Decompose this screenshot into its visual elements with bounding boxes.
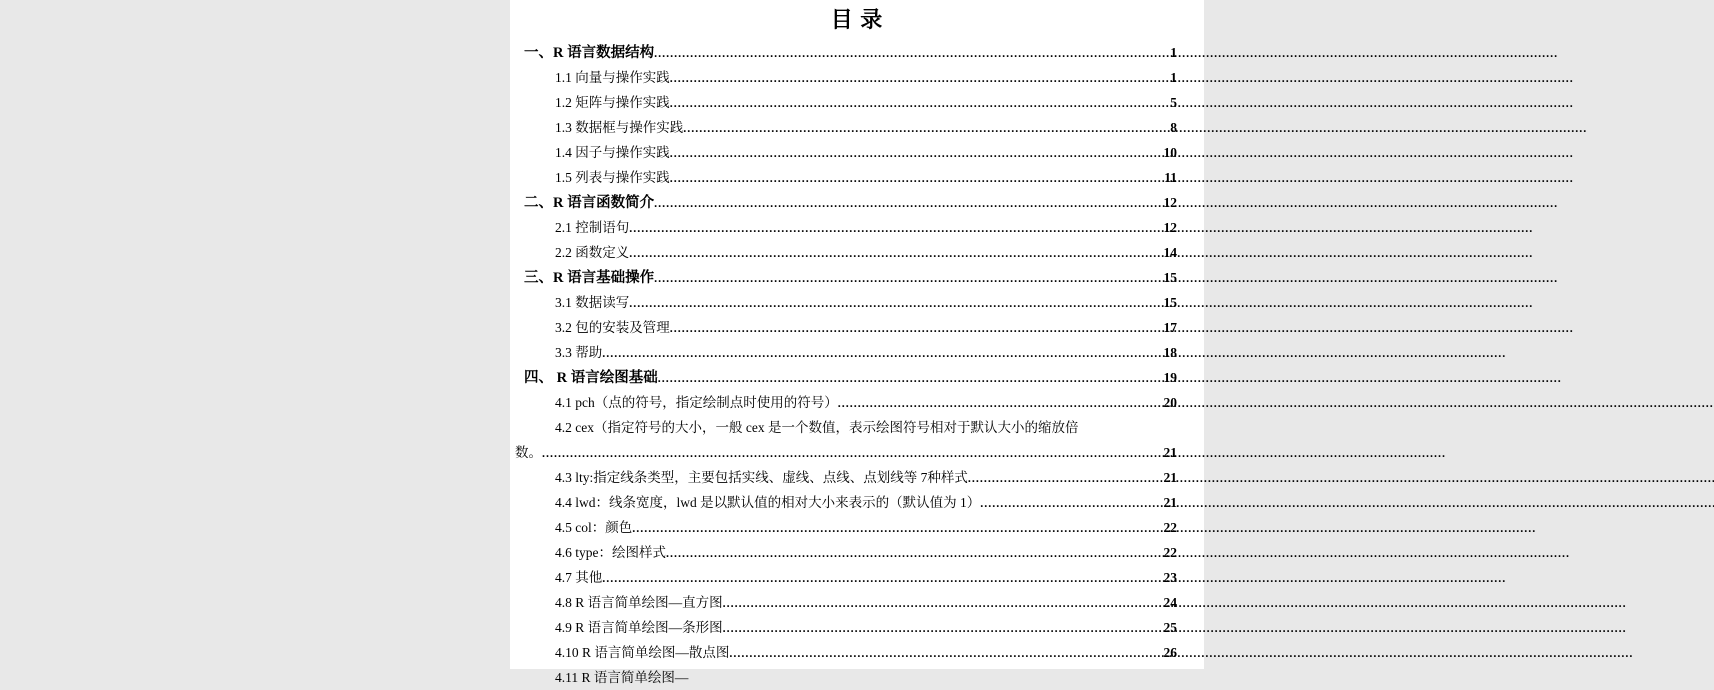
toc-entry-3-3[interactable]: [524, 340, 1177, 365]
page-number: 18: [1163, 345, 1177, 360]
dot-leader: [670, 166, 1161, 191]
toc-entry-text: 1.1 向量与操作实践: [555, 70, 670, 85]
page-number: 12: [1163, 195, 1177, 210]
toc-entry-text: 二、R 语言函数简介: [524, 195, 655, 211]
toc-entry-4-9[interactable]: [524, 615, 1177, 640]
dot-leader: [654, 191, 1160, 216]
toc-entry-text: 四、 R 语言绘图基础: [524, 370, 658, 386]
dot-leader: [632, 516, 1160, 541]
dot-leader: [683, 116, 1167, 141]
toc-entry-text: 4.3 lty:指定线条类型，主要包括实线、虚线、点线、点划线等 7种样式: [555, 470, 968, 485]
dot-leader: [602, 566, 1160, 591]
toc-entry-4-2-line2[interactable]: [515, 440, 1177, 465]
toc-entry-2-1[interactable]: [524, 215, 1177, 240]
toc-entry-1-1[interactable]: [524, 65, 1177, 90]
toc-entry-4-1[interactable]: [524, 390, 1177, 415]
toc-entry-text: 4.5 col：颜色: [555, 520, 633, 535]
page-number: 11: [1164, 170, 1177, 185]
toc-entry-text: 1.5 列表与操作实践: [555, 170, 670, 185]
dot-leader: [666, 541, 1161, 566]
toc-entry-text: 4.8 R 语言简单绘图—直方图: [555, 595, 723, 610]
page-number: 14: [1163, 245, 1177, 260]
toc-entry-4-7[interactable]: [524, 565, 1177, 590]
dot-leader: [838, 391, 1161, 416]
dot-leader: [670, 91, 1168, 116]
dot-leader: [670, 141, 1161, 166]
toc-entry-text: 1.3 数据框与操作实践: [555, 120, 684, 135]
toc-entry-4-10[interactable]: [524, 640, 1177, 665]
toc-entry-text: 一、R 语言数据结构: [524, 45, 655, 61]
toc-entry-4-5[interactable]: [524, 515, 1177, 540]
page-number: 22: [1163, 545, 1177, 560]
page-number: 26: [1163, 645, 1177, 660]
dot-leader: [723, 616, 1161, 641]
page-number: 19: [1163, 370, 1177, 385]
dot-leader: [654, 266, 1160, 291]
toc-entry-2-2[interactable]: [524, 240, 1177, 265]
toc-entry-1-4[interactable]: [524, 140, 1177, 165]
toc-entry-chapter-4[interactable]: [524, 365, 1177, 390]
toc-entry-1-2[interactable]: [524, 90, 1177, 115]
page-number: 12: [1163, 220, 1177, 235]
toc-entry-4-4[interactable]: [524, 490, 1177, 515]
dot-leader: [602, 341, 1160, 366]
dot-leader: [729, 641, 1160, 666]
toc-entry-text: 3.1 数据读写: [555, 295, 630, 310]
toc-entry-text: 3.2 包的安装及管理: [555, 320, 670, 335]
dot-leader: [658, 366, 1161, 391]
toc-entry-text: 4.4 lwd：线条宽度，lwd 是以默认值的相对大小来表示的（默认值为 1）: [555, 495, 981, 510]
dot-leader: [670, 66, 1168, 91]
toc-entry-text: 3.3 帮助: [555, 345, 603, 360]
page-number: 21: [1163, 470, 1177, 485]
page-number: 21: [1163, 495, 1177, 510]
page-number: 25: [1163, 620, 1177, 635]
page-number: 15: [1163, 295, 1177, 310]
dot-leader: [629, 241, 1160, 266]
toc-entry-text: 1.2 矩阵与操作实践: [555, 95, 670, 110]
toc-entry-3-2[interactable]: [524, 315, 1177, 340]
toc-entry-text: 2.1 控制语句: [555, 220, 630, 235]
dot-leader: [968, 466, 1161, 491]
toc-page: [510, 0, 1204, 685]
dot-leader: [654, 41, 1167, 66]
toc-entry-chapter-2[interactable]: [524, 190, 1177, 215]
toc-entry-text: 4.11 R 语言简单绘图—: [555, 670, 689, 685]
page-number: 23: [1163, 570, 1177, 585]
dot-leader: [980, 491, 1160, 516]
toc-entry-1-3[interactable]: [524, 115, 1177, 140]
dot-leader: [629, 291, 1160, 316]
toc-entry-text: 1.4 因子与操作实践: [555, 145, 670, 160]
toc-entry-4-8[interactable]: [524, 590, 1177, 615]
toc-entry-1-5[interactable]: [524, 165, 1177, 190]
page-number: 1: [1170, 70, 1177, 85]
dot-leader: [629, 216, 1160, 241]
page-number: 5: [1170, 95, 1177, 110]
toc-entry-text: 三、R 语言基础操作: [524, 270, 655, 286]
toc-entry-chapter-1[interactable]: [524, 40, 1177, 65]
dot-leader: [542, 441, 1161, 466]
dot-leader: [670, 316, 1161, 341]
toc-entry-text: 4.6 type：绘图样式: [555, 545, 666, 560]
dot-leader: [723, 591, 1161, 616]
toc-entry-4-6[interactable]: [524, 540, 1177, 565]
toc-entry-text: 4.2 cex（指定符号的大小，一般 cex 是一个数值，表示绘图符号相对于默认大小的缩放倍: [555, 420, 1079, 435]
page-number: 10: [1163, 145, 1177, 160]
page-number: 20: [1163, 395, 1177, 410]
toc-entry-text: 4.9 R 语言简单绘图—条形图: [555, 620, 723, 635]
toc-entry-4-11-clipped[interactable]: [524, 665, 1177, 690]
toc-entry-text: 4.1 pch（点的符号，指定绘制点时使用的符号）: [555, 395, 838, 410]
toc-entry-3-1[interactable]: [524, 290, 1177, 315]
toc-entry-text: 2.2 函数定义: [555, 245, 630, 260]
toc-entry-text: 4.7 其他: [555, 570, 603, 585]
page-number: 22: [1163, 520, 1177, 535]
toc-entry-text: 数。: [515, 445, 542, 460]
page-number: 17: [1163, 320, 1177, 335]
page-number: 1: [1170, 45, 1177, 60]
toc-entry-text: 4.10 R 语言简单绘图—散点图: [555, 645, 730, 660]
page-title: 目 录: [830, 7, 884, 32]
toc-entry-4-2-line1[interactable]: [524, 415, 1177, 440]
toc-entry-chapter-3[interactable]: [524, 265, 1177, 290]
table-of-contents: [510, 40, 1204, 690]
page-number: 24: [1163, 595, 1177, 610]
page-number: 21: [1163, 445, 1177, 460]
page-number: 15: [1163, 270, 1177, 285]
toc-entry-4-3[interactable]: [524, 465, 1177, 490]
page-number: 8: [1170, 120, 1177, 135]
